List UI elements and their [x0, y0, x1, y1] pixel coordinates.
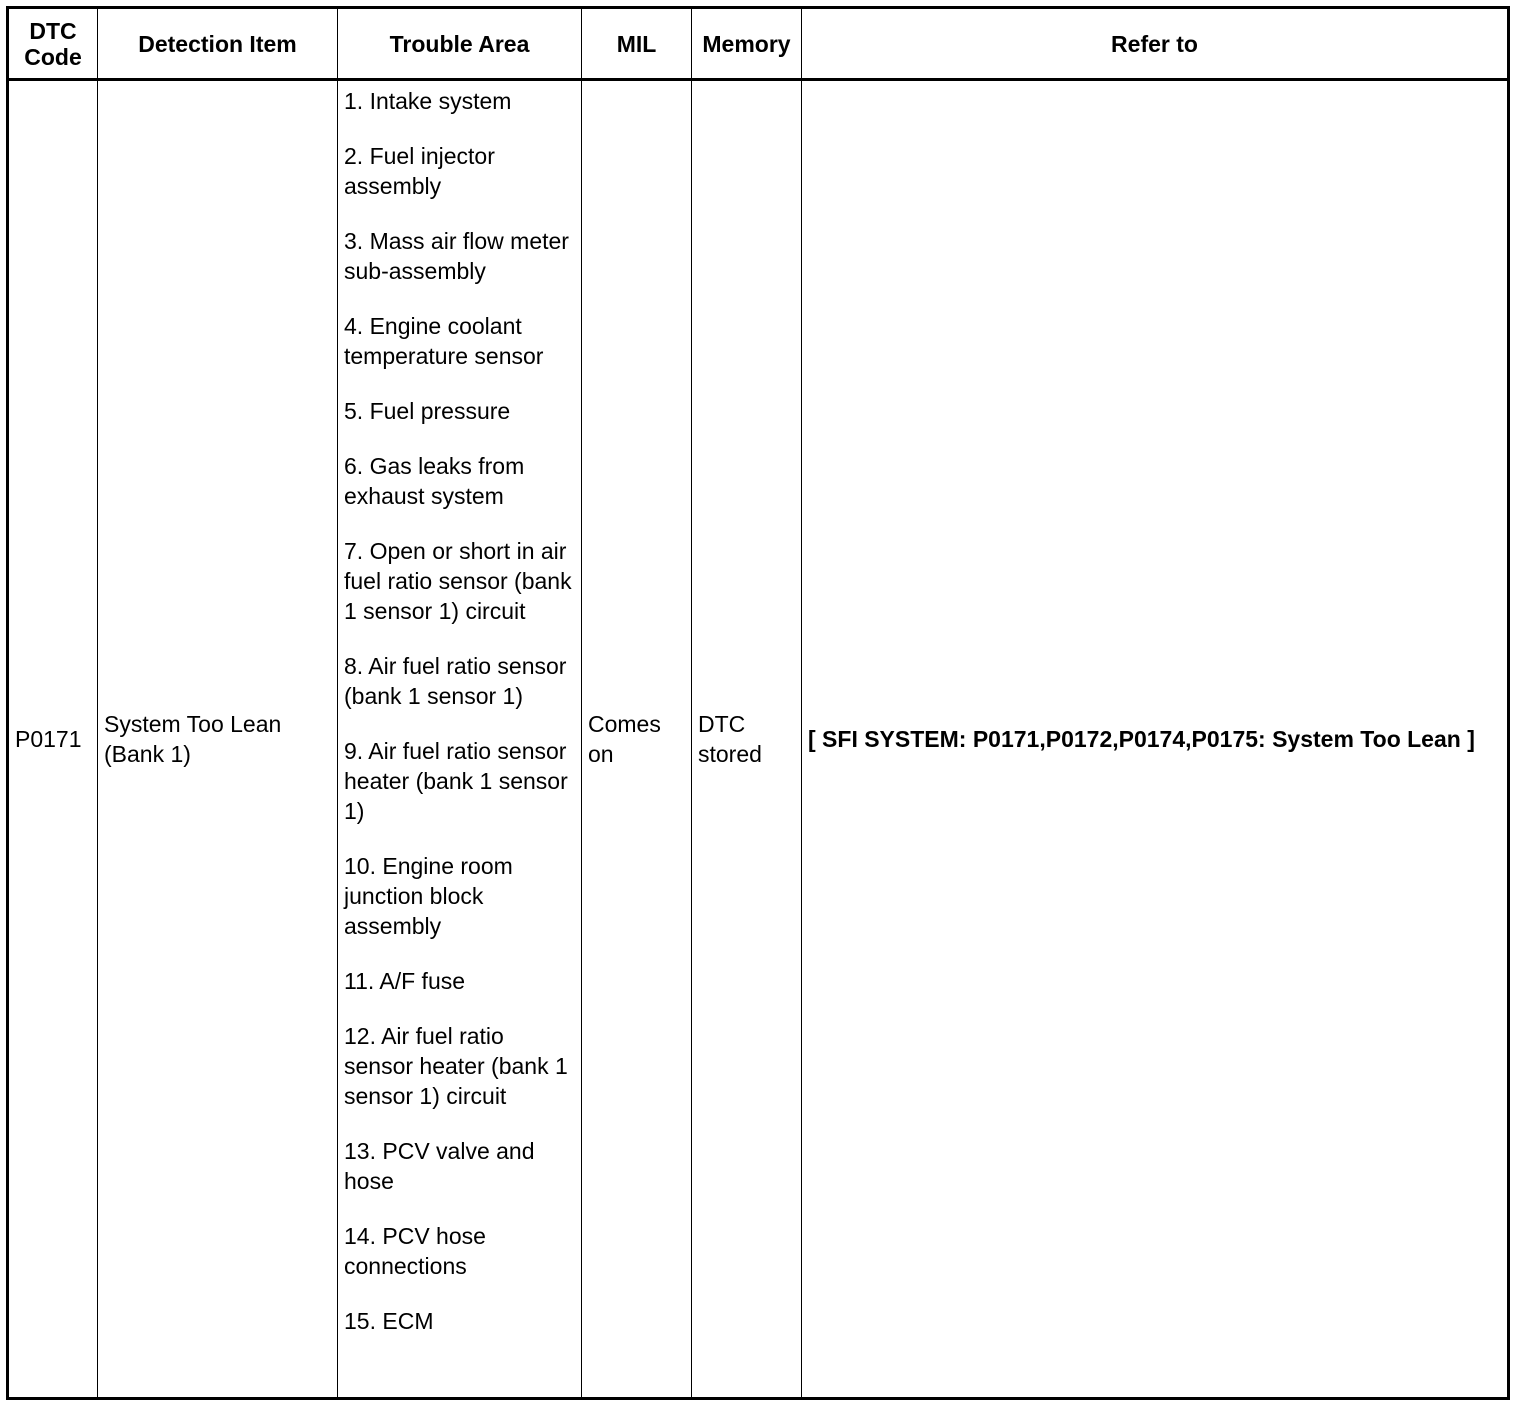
cell-dtc-code: P0171: [8, 80, 98, 1399]
cell-detection-item: System Too Lean (Bank 1): [98, 80, 338, 1399]
trouble-area-item: 4. Engine coolant temperature sensor: [344, 313, 544, 369]
header-trouble-area: Trouble Area: [338, 8, 582, 80]
table-row: [8, 80, 1509, 1399]
header-detection-item: Detection Item: [98, 8, 338, 80]
cell-mil: Comes on: [582, 80, 692, 1399]
trouble-area-item: 1. Intake system: [344, 88, 512, 114]
trouble-area-item: 9. Air fuel ratio sensor heater (bank 1 sensor 1): [344, 738, 568, 824]
trouble-area-item: 10. Engine room junction block assembly: [344, 853, 513, 939]
trouble-area-item: 15. ECM: [344, 1308, 434, 1334]
trouble-area-item: 8. Air fuel ratio sensor (bank 1 sensor 1): [344, 653, 567, 709]
header-dtc-code: DTC Code: [8, 8, 98, 80]
header-mil: MIL: [582, 8, 692, 80]
header-refer-to: Refer to: [802, 8, 1509, 80]
trouble-area-item: 2. Fuel injector assembly: [344, 143, 495, 199]
cell-refer-to: [ SFI SYSTEM: P0171,P0172,P0174,P0175: System Too Lean ]: [802, 80, 1509, 1399]
trouble-area-item: 7. Open or short in air fuel ratio sensor (bank 1 sensor 1) circuit: [344, 538, 572, 624]
trouble-area-item: 6. Gas leaks from exhaust system: [344, 453, 525, 509]
trouble-area-item: 5. Fuel pressure: [344, 398, 511, 424]
trouble-area-item: 3. Mass air flow meter sub-assembly: [344, 228, 569, 284]
trouble-area-item: 12. Air fuel ratio sensor heater (bank 1 sensor 1) circuit: [344, 1023, 568, 1109]
dtc-table: [6, 6, 1510, 1400]
cell-trouble-area: [338, 80, 582, 1399]
cell-memory: DTC stored: [692, 80, 802, 1399]
header-row: [8, 8, 1509, 80]
trouble-area-item: 13. PCV valve and hose: [344, 1138, 535, 1194]
header-memory: Memory: [692, 8, 802, 80]
trouble-area-item: 14. PCV hose connections: [344, 1223, 486, 1279]
trouble-area-item: 11. A/F fuse: [344, 968, 466, 994]
